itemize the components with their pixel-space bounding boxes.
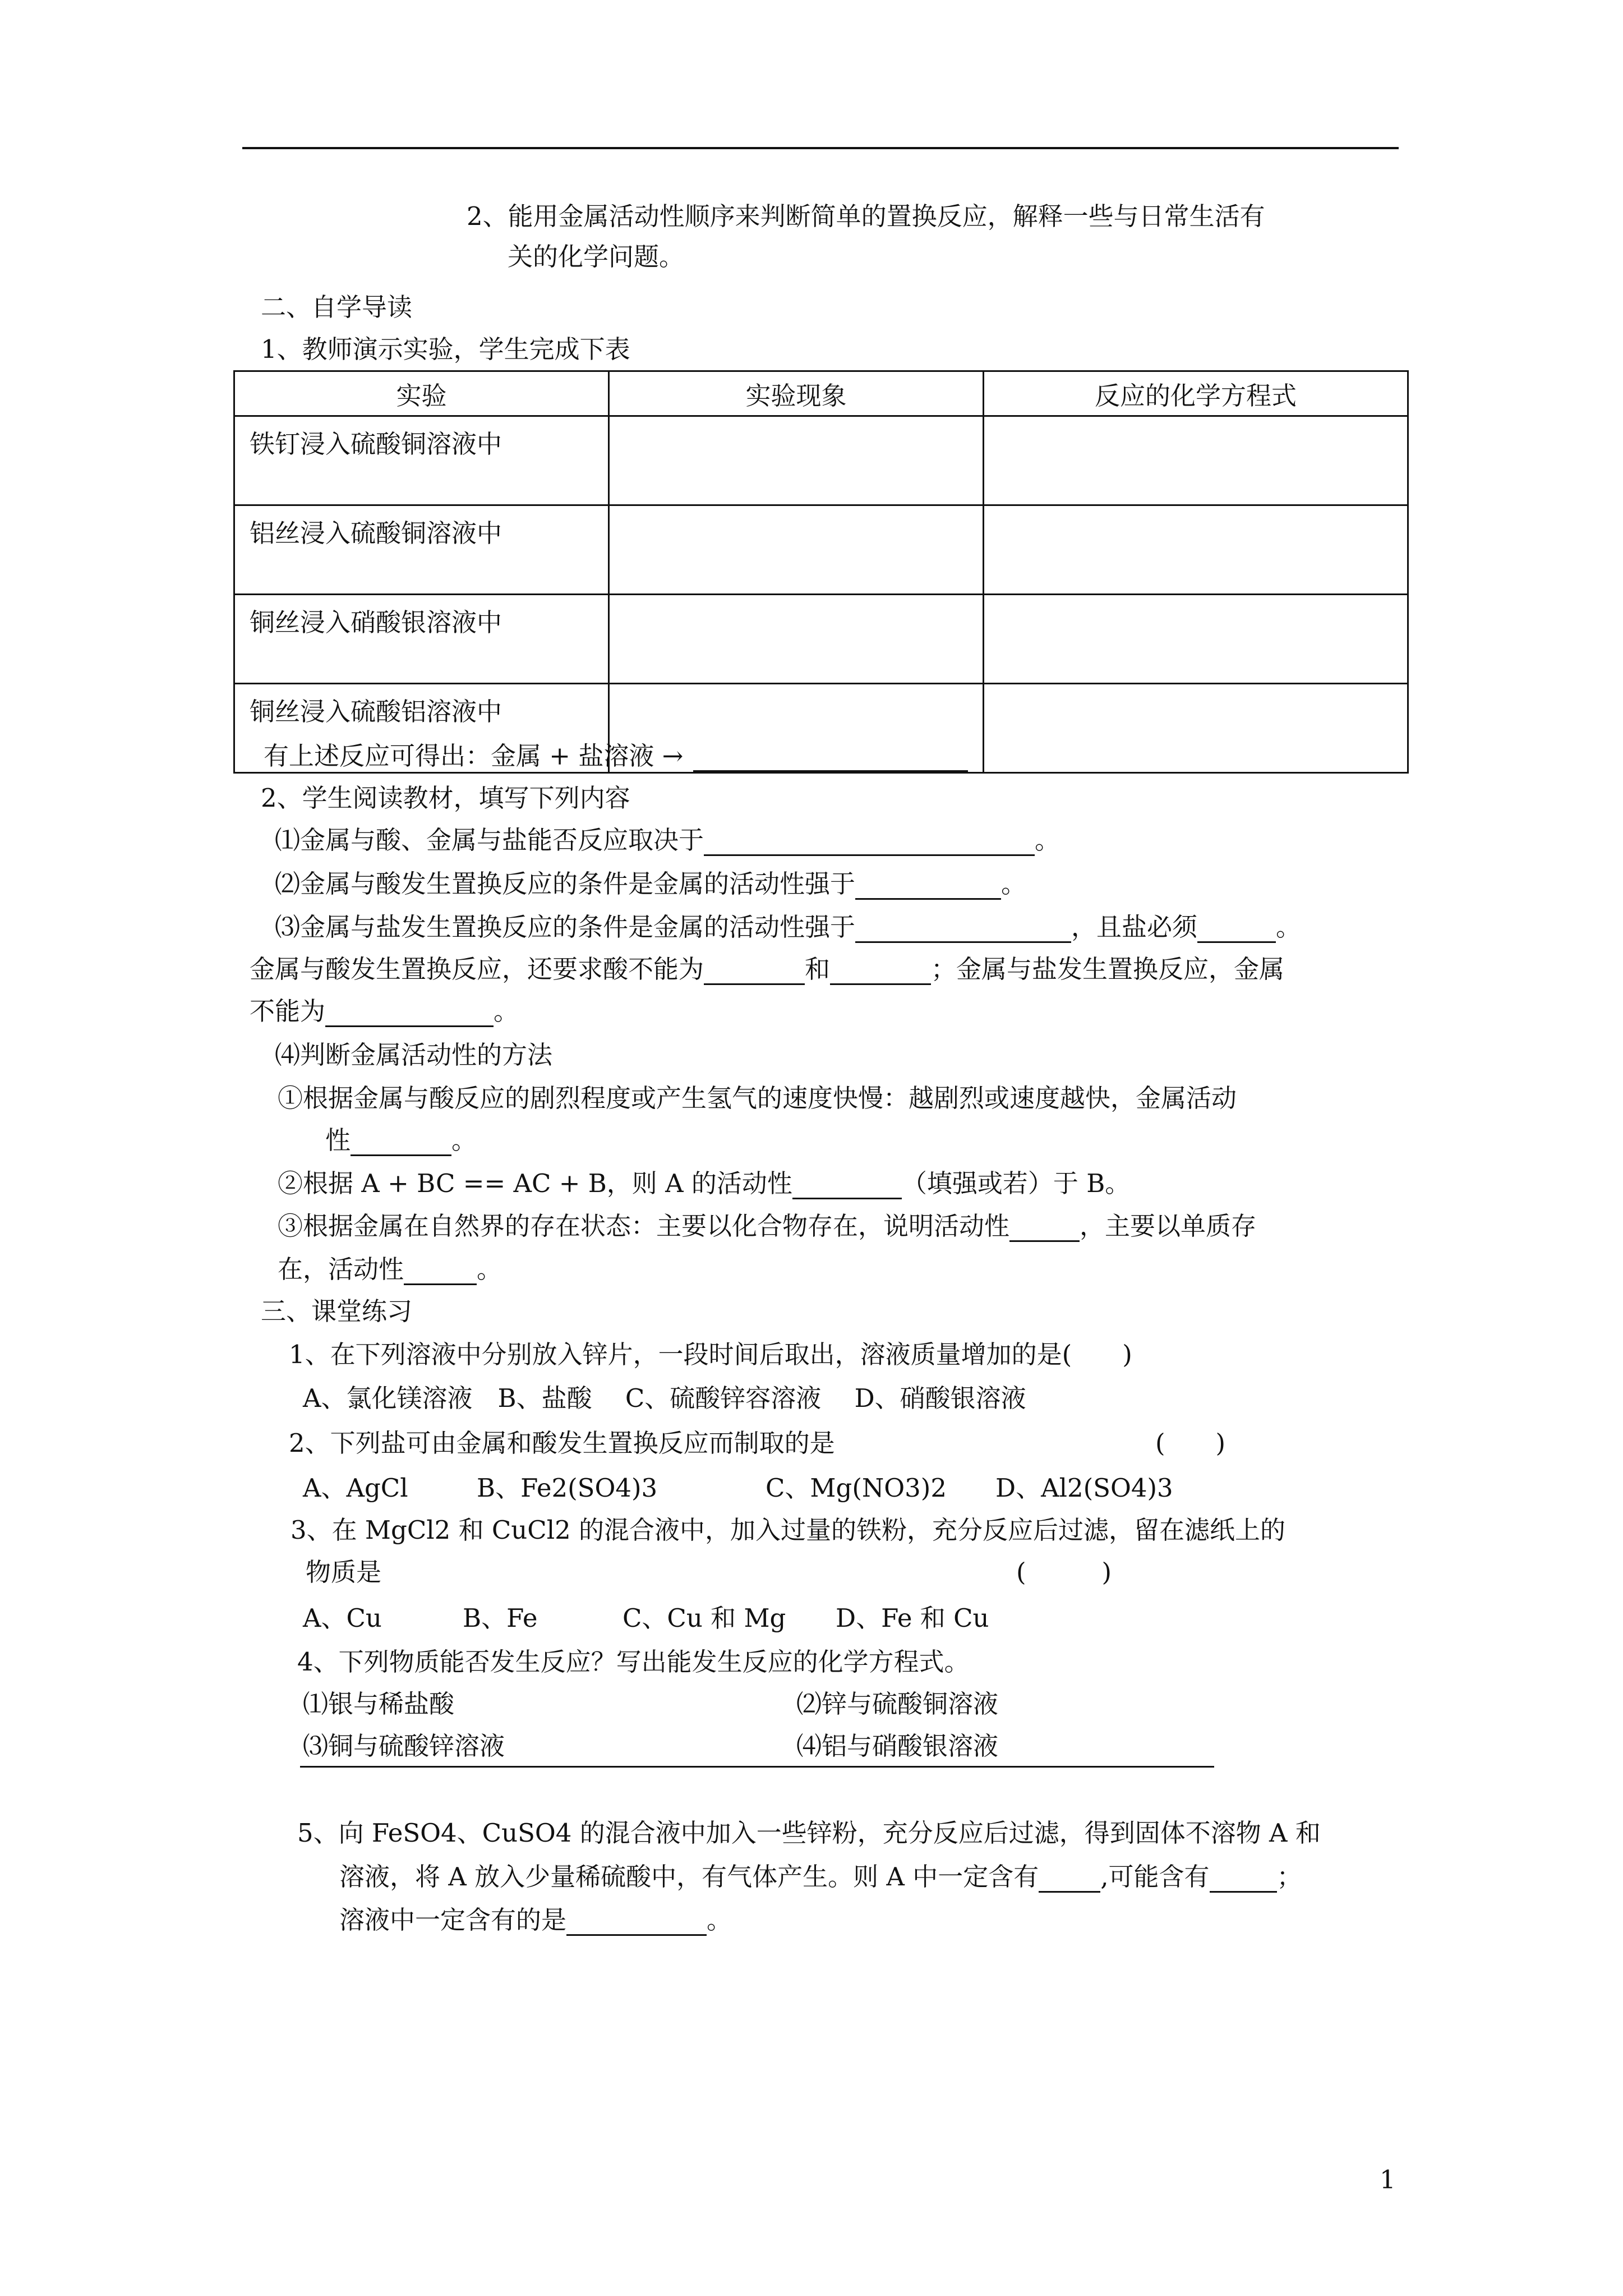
method1-line2-text: 性 — [325, 1125, 351, 1155]
method2-line — [278, 1168, 1130, 1199]
table-cell-experiment: 铁钉浸入硫酸铜溶液中 — [234, 416, 609, 505]
table-row — [234, 416, 1408, 505]
exercise3-line2: 物质是 — [306, 1557, 382, 1587]
table-row — [234, 595, 1408, 684]
point3-end: 。 — [1276, 912, 1302, 942]
table-cell-experiment: 铜丝浸入硝酸银溶液中 — [234, 595, 609, 684]
table-header-row — [234, 371, 1408, 416]
table-cell-phenomenon[interactable] — [609, 595, 984, 684]
point3-line1 — [275, 912, 1301, 943]
point2-end: 。 — [1001, 869, 1027, 899]
point3-acid-blank2[interactable] — [830, 956, 931, 985]
point3-acid-blank1[interactable] — [704, 956, 805, 985]
exercise5-blank1[interactable] — [1039, 1864, 1100, 1893]
conclusion-line — [264, 740, 968, 772]
page-number: 1 — [1380, 2165, 1396, 2194]
point3-line3 — [250, 996, 519, 1027]
method2-blank[interactable] — [792, 1171, 902, 1199]
section2-q2-title: 2、学生阅读教材，填写下列内容 — [261, 783, 630, 813]
method3-line2-text: 在，活动性 — [278, 1254, 404, 1284]
exercise3-line1: 3、在 MgCl2 和 CuCl2 的混合液中，加入过量的铁粉，充分反应后过滤，留在滤纸上的 — [291, 1515, 1286, 1545]
method3-line1 — [278, 1211, 1256, 1242]
exercise1-options: A、氯化镁溶液 B、盐酸 C、硫酸锌容溶液 D、硝酸银溶液 — [303, 1383, 1026, 1413]
table-cell-phenomenon[interactable] — [609, 505, 984, 595]
point3-mid: ，且盐必须 — [1071, 912, 1198, 942]
exercise3-option-c[interactable]: C、Cu 和 Mg — [623, 1603, 786, 1633]
objective-2-line1: 2、能用金属活动性顺序来判断简单的置换反应，解释一些与日常生活有 — [467, 201, 1265, 231]
point1-blank[interactable] — [704, 827, 1035, 856]
exercise5-line2-mid: ,可能含有 — [1100, 1862, 1210, 1892]
exercise5-line3 — [339, 1904, 732, 1936]
point3-line2-text: 金属与酸发生置换反应，还要求酸不能为 — [250, 954, 704, 984]
exercise4-item-4: ⑷铝与硝酸银溶液 — [796, 1731, 999, 1761]
method3-line2-end: 。 — [477, 1254, 502, 1284]
exercise3-option-b[interactable]: B、Fe — [463, 1603, 538, 1633]
method3-mid: ，主要以单质存 — [1080, 1211, 1257, 1241]
table-cell-experiment: 铜丝浸入硫酸铝溶液中 — [234, 684, 609, 773]
point3-line2-end: ；金属与盐发生置换反应，金属 — [931, 954, 1285, 984]
exercise5-line2-end: ； — [1276, 1862, 1302, 1892]
exercise3-option-d[interactable]: D、Fe 和 Cu — [836, 1603, 989, 1633]
method2-end: （填强或若）于 B。 — [901, 1168, 1131, 1198]
exercise2-question: 2、下列盐可由金属和酸发生置换反应而制取的是 — [289, 1428, 835, 1458]
exercise2-option-a[interactable]: A、AgCl — [303, 1473, 408, 1503]
point2-line — [275, 868, 1026, 900]
method3-text: ③根据金属在自然界的存在状态：主要以化合物存在，说明活动性 — [278, 1211, 1010, 1241]
table-cell-experiment: 铝丝浸入硫酸铜溶液中 — [234, 505, 609, 595]
table-cell-phenomenon[interactable] — [609, 416, 984, 505]
table-cell-equation[interactable] — [984, 416, 1408, 505]
conclusion-text: 有上述反应可得出：金属 + 盐溶液 → — [264, 741, 684, 771]
section3-title: 三、课堂练习 — [261, 1296, 413, 1326]
table-header-experiment: 实验 — [234, 371, 609, 416]
point3-blank1[interactable] — [855, 914, 1071, 943]
conclusion-blank[interactable] — [693, 743, 968, 772]
table-row — [234, 505, 1408, 595]
point3-line2-and: 和 — [805, 954, 831, 984]
exercise3-answer-paren[interactable]: ( ) — [1016, 1557, 1112, 1587]
objective-2-line2: 关的化学问题。 — [508, 242, 685, 272]
point2-blank[interactable] — [855, 871, 1001, 900]
section2-q1-title: 1、教师演示实验，学生完成下表 — [261, 334, 630, 364]
exercise2-option-d[interactable]: D、Al2(SO4)3 — [995, 1473, 1173, 1503]
section2-title: 二、自学导读 — [261, 292, 413, 322]
exercise4-question: 4、下列物质能否发生反应？写出能发生反应的化学方程式。 — [297, 1647, 970, 1677]
exercise2-option-b[interactable]: B、Fe2(SO4)3 — [477, 1473, 658, 1503]
exercise2-option-c[interactable]: C、Mg(NO3)2 — [766, 1473, 947, 1503]
exercise1-question: 1、在下列溶液中分别放入锌片，一段时间后取出，溶液质量增加的是( ) — [289, 1340, 1132, 1369]
method3-blank1[interactable] — [1009, 1213, 1080, 1242]
experiment-table — [233, 370, 1409, 774]
point3-line3-end: 。 — [494, 996, 519, 1026]
point3-line3-text: 不能为 — [250, 996, 326, 1026]
exercise5-blank2[interactable] — [1210, 1864, 1277, 1893]
exercise2-answer-paren[interactable]: ( ) — [1155, 1428, 1226, 1458]
point3-blank2[interactable] — [1197, 914, 1276, 943]
answer-line[interactable] — [300, 1766, 1214, 1768]
point3-metal-blank[interactable] — [325, 999, 494, 1027]
table-header-equation: 反应的化学方程式 — [984, 371, 1408, 416]
exercise5-line3-end: 。 — [707, 1905, 732, 1935]
method3-blank2[interactable] — [404, 1257, 477, 1285]
point2-text: ⑵金属与酸发生置换反应的条件是金属的活动性强于 — [275, 869, 856, 899]
method3-line2 — [278, 1254, 502, 1285]
point4-title: ⑷判断金属活动性的方法 — [275, 1040, 553, 1070]
point1-line — [275, 825, 1060, 856]
method1-line1: ①根据金属与酸反应的剧烈程度或产生氢气的速度快慢：越剧烈或速度越快，金属活动 — [278, 1083, 1237, 1113]
method2-text: ②根据 A + BC == AC + B，则 A 的活动性 — [278, 1168, 792, 1198]
header-rule — [242, 147, 1399, 149]
exercise5-blank3[interactable] — [566, 1907, 707, 1936]
method1-line2 — [325, 1125, 477, 1156]
table-cell-equation[interactable] — [984, 595, 1408, 684]
exercise4-item-2: ⑵锌与硫酸铜溶液 — [796, 1689, 999, 1719]
exercise5-line3-text: 溶液中一定含有的是 — [339, 1905, 567, 1935]
point3-line2 — [250, 954, 1284, 985]
exercise3-option-a[interactable]: A、Cu — [303, 1603, 382, 1633]
table-cell-equation[interactable] — [984, 505, 1408, 595]
point1-end: 。 — [1035, 825, 1061, 855]
method1-line2-end: 。 — [451, 1125, 477, 1155]
exercise5-line2 — [339, 1861, 1302, 1893]
exercise5-line1: 5、向 FeSO4、CuSO4 的混合液中加入一些锌粉，充分反应后过滤，得到固体不溶物 A 和 — [297, 1818, 1321, 1848]
table-header-phenomenon: 实验现象 — [609, 371, 984, 416]
method1-blank[interactable] — [351, 1128, 451, 1156]
exercise5-line2-text: 溶液，将 A 放入少量稀硫酸中，有气体产生。则 A 中一定含有 — [339, 1862, 1039, 1892]
point1-text: ⑴金属与酸、金属与盐能否反应取决于 — [275, 825, 704, 855]
point3-text: ⑶金属与盐发生置换反应的条件是金属的活动性强于 — [275, 912, 856, 942]
table-cell-equation[interactable] — [984, 684, 1408, 773]
exercise4-item-3: ⑶铜与硫酸锌溶液 — [303, 1731, 505, 1761]
exercise4-item-1: ⑴银与稀盐酸 — [303, 1689, 455, 1719]
